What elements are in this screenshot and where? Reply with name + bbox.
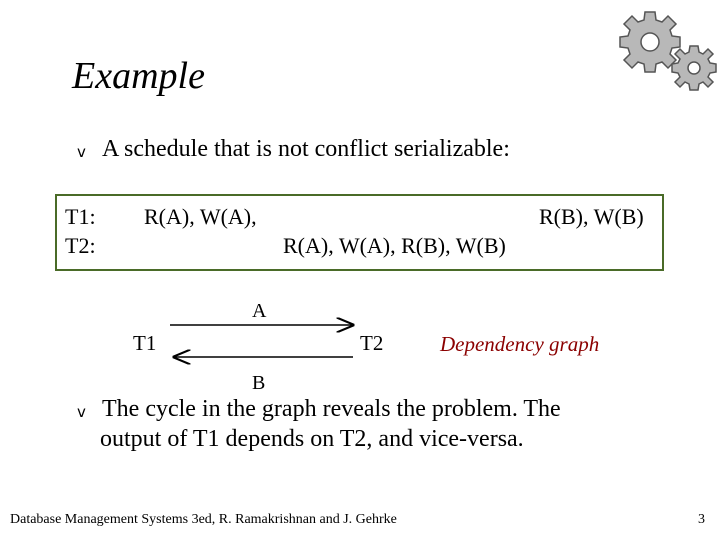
- t2-label: T2:: [65, 233, 96, 258]
- edge-label-b: B: [252, 372, 266, 394]
- t1-label: T1:: [65, 204, 96, 229]
- bullet-text-line-2: output of T1 depends on T2, and vice-versa.: [100, 426, 524, 452]
- bullet-marker-icon: v: [77, 403, 86, 421]
- graph-node-t1: T1: [133, 331, 157, 355]
- bullet-text: A schedule that is not conflict serializable:: [102, 136, 510, 162]
- edge-label-a: A: [252, 300, 267, 322]
- t1-ops-second: R(B), W(B): [539, 204, 644, 229]
- graph-node-t2: T2: [360, 331, 384, 355]
- bullet-text-line-1: The cycle in the graph reveals the problem. The: [102, 396, 561, 422]
- gears-icon: [606, 4, 720, 94]
- t2-ops: R(A), W(A), R(B), W(B): [283, 233, 506, 258]
- graph-caption: Dependency graph: [440, 332, 600, 356]
- schedule-box: [55, 194, 664, 271]
- slide-title: Example: [72, 55, 205, 97]
- bullet-marker-icon: v: [77, 143, 86, 161]
- t1-ops-first: R(A), W(A),: [144, 204, 257, 229]
- footer-citation: Database Management Systems 3ed, R. Ramakrishnan and J. Gehrke: [10, 512, 397, 527]
- page-number: 3: [698, 512, 705, 527]
